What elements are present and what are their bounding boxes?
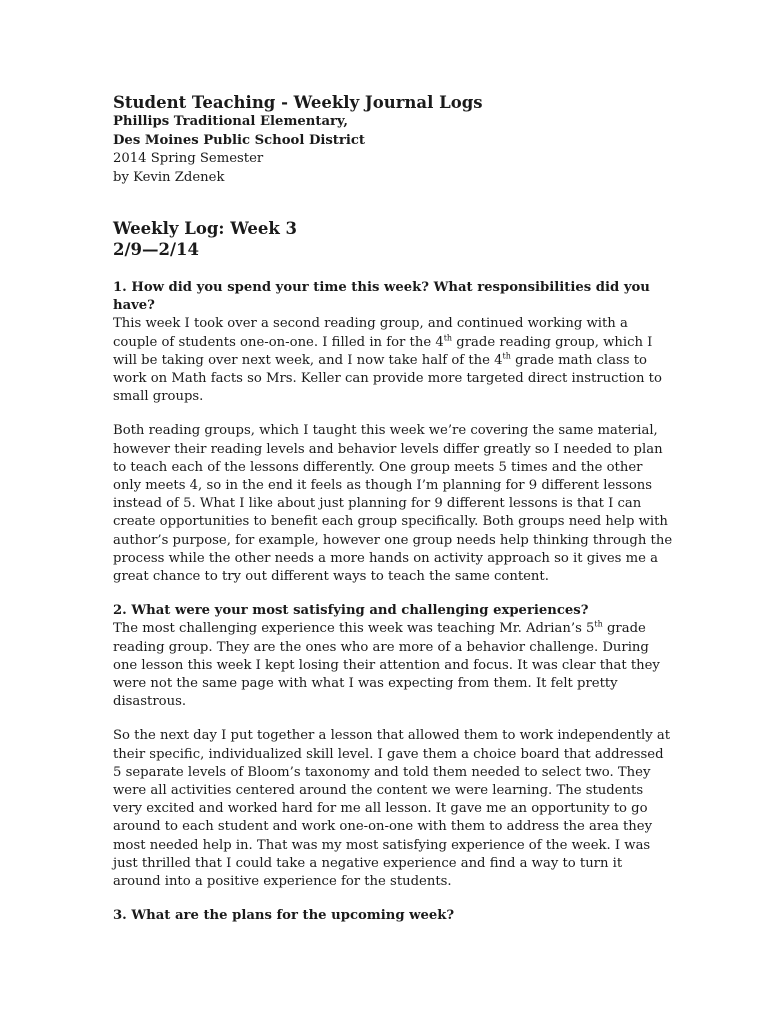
week-title: Weekly Log: Week 3 bbox=[113, 219, 298, 238]
ordinal-suffix: th bbox=[502, 351, 511, 361]
school-name: Phillips Traditional Elementary, bbox=[113, 114, 348, 129]
answer-1-text-b: grade reading group, which I will be taking over next week, and I now take half of the 4 bbox=[113, 334, 653, 368]
answer-1-text-c: grade math class to work on Math facts so Mrs. Keller can provide more targeted direct instruction to small groups. bbox=[113, 352, 662, 405]
answer-2-paragraph-2: So the next day I put together a lesson that allowed them to work independently at their specific, individualized skill level. I gave them a choice board that addressed 5 separate levels of Bloom’s taxonomy and told them needed to select two. They were all activities centered around the content we were learning. The students very excited and worked hard for me all lesson. It gave me an opportunity to go around to each student and work one-on-one with them to address the area they most needed help in. That was my most satisfying experience of the week. I was just thrilled that I could take a negative experience and find a way to turn it around into a positive experience for the students. bbox=[113, 728, 671, 890]
document-page bbox=[113, 93, 673, 926]
district-name: Des Moines Public School District bbox=[113, 132, 365, 148]
week-dates: 2/9—2/14 bbox=[113, 240, 199, 259]
ordinal-suffix: th bbox=[443, 333, 453, 343]
author: by Kevin Zdenek bbox=[113, 169, 225, 185]
semester: 2014 Spring Semester bbox=[113, 151, 264, 166]
answer-2-text-b: grade reading group. They are the ones who are more of a behavior challenge. During one lesson this week I kept losing their attention and focus. It was clear that they were not the same page with what I was expecting from them. It felt pretty disastrous. bbox=[113, 621, 660, 710]
answer-1-text-a: This week I took over a second reading group, and continued working with a couple of students one-on-one. I filled in for the 4 bbox=[113, 316, 628, 350]
answer-1-paragraph-1 bbox=[113, 315, 673, 406]
answer-2-text-a: The most challenging experience this week was teaching Mr. Adrian’s 5 bbox=[113, 621, 595, 637]
document-title: Student Teaching - Weekly Journal Logs bbox=[113, 93, 483, 112]
question-2: 2. What were your most satisfying and challenging experiences? bbox=[113, 603, 589, 619]
question-1: 1. How did you spend your time this week? What responsibilities did you have? bbox=[113, 280, 650, 314]
answer-1-paragraph-2: Both reading groups, which I taught this week we’re covering the same material, however their reading levels and behavior levels differ greatly so I needed to plan to teach each of the lessons differently. One group meets 5 times and the other only meets 4, so in the end it feels as though I’m planning for 9 different lessons instead of 5. What I like about just planning for 9 different lessons is that I can create opportunities to benefit each group specifically. Both groups need help with author’s purpose, for example, however one group needs help thinking through the process while the other needs a more hands on activity approach so it gives me a great chance to try out different ways to teach the same content. bbox=[113, 423, 673, 585]
answer-2-paragraph-1 bbox=[113, 620, 673, 711]
question-3: 3. What are the plans for the upcoming week? bbox=[113, 908, 455, 924]
ordinal-suffix: th bbox=[594, 620, 603, 630]
